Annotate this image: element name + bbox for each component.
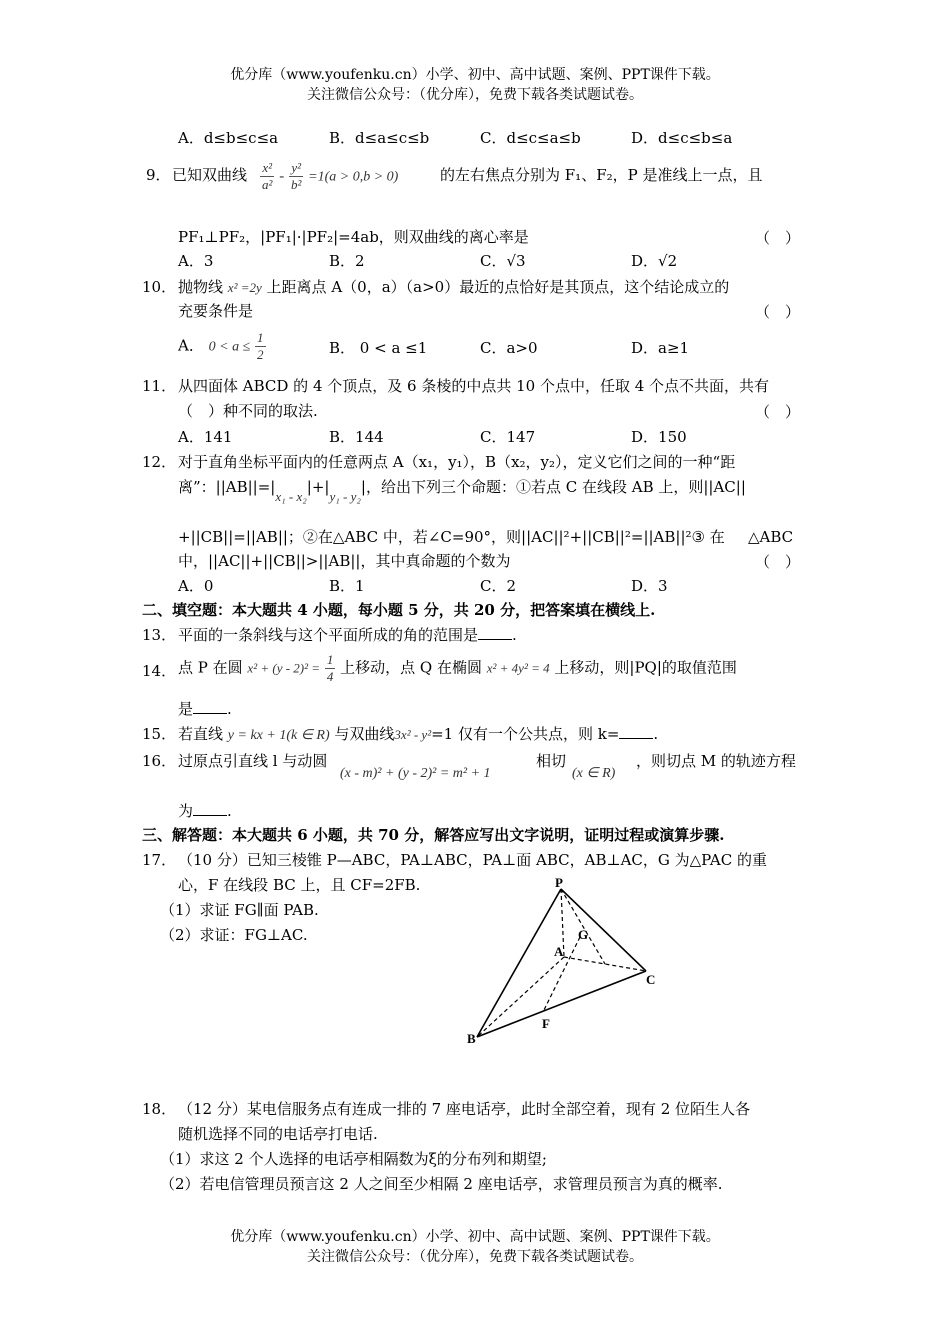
q9-fraction-1: $\frac{\text{x²}}{\text{a²}}$: [262, 160, 273, 192]
q12-number: 12．: [142, 453, 177, 471]
q12-line-4: 中，||AC||+||CB||>||AB||，其中真命题的个数为: [178, 552, 511, 570]
q9-option-a: A．3: [178, 252, 214, 270]
q9-fraction-2: $\frac{\text{y²}}{\text{b²}}$: [290, 160, 302, 192]
q11-option-b: B．144: [329, 428, 384, 446]
q11-answer-paren: （ ）: [755, 403, 801, 421]
q10-line-1: [178, 277, 729, 298]
section-3-heading: 三、解答题：本大题共 6 小题，共 70 分，解答应写出文字说明，证明过程或演算步骤.: [142, 826, 725, 844]
q11-number: 11．: [142, 377, 177, 395]
q18-line-2: 随机选择不同的电话亭打电话.: [178, 1125, 378, 1143]
q16-equation: (x - m)² + (y - 2)² = m² + 1: [340, 766, 491, 781]
q12-line-2: [178, 477, 746, 504]
header-line-1: 优分库（www.youfenku.cn）小学、初中、高中试题、案例、PPT课件下载。: [230, 67, 720, 83]
q8-option-c: C．d≤c≤a≤b: [480, 129, 581, 147]
q16-answer-blank[interactable]: [193, 801, 227, 816]
q14-ellipse-equation: x² + 4y² = 4: [486, 660, 550, 676]
q16-line-2-text: 为: [178, 802, 194, 820]
q9-option-c: C．√3: [480, 252, 526, 270]
q10-answer-paren: （ ）: [755, 303, 801, 321]
q13-text: [178, 625, 517, 645]
q15-post: =1 仅有一个公共点，则 k=: [431, 725, 620, 743]
q9-condition: =1(a > 0,b > 0): [308, 169, 399, 185]
q14-circle-equation: x² + (y - 2)² =: [247, 660, 321, 676]
q16-number: 16．: [142, 752, 177, 770]
q13-stem: 平面的一条斜线与这个平面所成的角的范围是: [178, 626, 479, 644]
q10-option-a-label: A．: [178, 336, 204, 355]
q9-pre: 已知双曲线: [172, 166, 248, 184]
q10-option-d: D．a≥1: [631, 339, 690, 357]
q15-number: 15．: [142, 725, 177, 743]
q13-end: .: [512, 626, 517, 644]
q8-option-a: A．d≤b≤c≤a: [178, 129, 279, 147]
q9-minus: -: [279, 168, 285, 185]
q14-post: 上移动，则|PQ|的取值范围: [554, 658, 737, 677]
footer-line-1: 优分库（www.youfenku.cn）小学、初中、高中试题、案例、PPT课件下载。: [230, 1229, 720, 1245]
q16-end: .: [227, 802, 232, 820]
q15-line-equation: y = kx + 1(k ∈ R): [227, 728, 330, 743]
q14-line-1: [178, 652, 737, 685]
q10-line-1a: 抛物线: [178, 278, 224, 296]
q10-line-1b: 上距离点 A（0，a）（a>0）最近的点恰好是其顶点，这个结论成立的: [266, 278, 730, 296]
q9-post: 的左右焦点分别为 F₁、F₂，P 是准线上一点，且: [440, 166, 763, 184]
q10-line-2: 充要条件是: [178, 302, 254, 320]
q10-option-a-expr: 0 < a ≤: [208, 339, 251, 355]
q12-option-c: C．2: [480, 577, 517, 595]
q10-number: 10．: [142, 278, 177, 296]
q10-option-a-fraction: $\frac{1}{2}$: [257, 330, 264, 362]
edge-bc: [477, 971, 646, 1037]
label-a: A: [554, 944, 564, 959]
q18-number: 18．: [142, 1100, 177, 1118]
q12-line-1: 对于直角坐标平面内的任意两点 A（x₁，y₁），B（x₂，y₂），定义它们之间的一种“距: [178, 453, 736, 471]
q16-line-2: [178, 801, 232, 821]
q14-pre: 点 P 在圆: [178, 658, 243, 677]
q9-option-b: B．2: [329, 252, 365, 270]
q17-number: 17．: [142, 851, 177, 869]
q9-formula: [260, 160, 398, 193]
q10-equation: x² =2y: [227, 280, 262, 295]
q12-abs-y: y₁ - y₂: [329, 489, 361, 504]
q11-option-a: A．141: [178, 428, 233, 446]
q17-line-2: 心，F 在线段 BC 上，且 CF=2FB.: [178, 876, 421, 894]
q18-line-1: （12 分）某电信服务点有连成一排的 7 座电话亭，此时全部空着，现有 2 位陌生人各: [178, 1100, 751, 1118]
q14-fraction: $\frac{1}{4}$: [326, 652, 334, 684]
q14-mid: 上移动，点 Q 在椭圆: [340, 658, 482, 677]
q11-option-c: C．147: [480, 428, 536, 446]
q11-line-2: （ ）种不同的取法.: [178, 402, 318, 420]
q11-option-d: D．150: [631, 428, 687, 446]
q17-sub-1: （1）求证 FG∥面 PAB.: [160, 901, 319, 919]
q12-option-d: D．3: [631, 577, 668, 595]
section-2-heading: 二、填空题：本大题共 4 小题，每小题 5 分，共 20 分，把答案填在横线上.: [142, 601, 656, 619]
q9-option-d: D．√2: [631, 252, 678, 270]
q9-number: 9．: [146, 166, 171, 184]
tetrahedron-figure: [440, 875, 680, 1055]
header-line-2: 关注微信公众号：（优分库），免费下载各类试题试卷。: [307, 87, 643, 103]
q15-mid: 与双曲线: [334, 725, 395, 743]
q16-domain-expr: (x ∈ R): [572, 766, 616, 781]
q15-pre: 若直线: [178, 725, 224, 743]
q12-option-b: B．1: [329, 577, 365, 595]
q17-sub-2: （2）求证：FG⊥AC.: [160, 926, 308, 944]
q18-sub-2: （2）若电信管理员预言这 2 人之间至少相隔 2 座电话亭，求管理员预言为真的概率.: [160, 1175, 723, 1193]
q16-domain: [572, 762, 615, 784]
q12-option-a: A．0: [178, 577, 214, 595]
footer-line-2: 关注微信公众号：（优分库），免费下载各类试题试卷。: [307, 1249, 643, 1265]
q15-hyperbola-equation: 3x² - y²: [394, 727, 432, 742]
label-b: B: [467, 1031, 476, 1046]
q10-option-c: C．a>0: [480, 339, 538, 357]
label-c: C: [646, 972, 656, 987]
q14-line-2: [178, 699, 232, 719]
q8-option-d: D．d≤c≤b≤a: [631, 129, 733, 147]
q16-post: ，则切点 M 的轨迹方程: [636, 752, 796, 770]
q17-line-1: （10 分）已知三棱锥 P—ABC，PA⊥ABC，PA⊥面 ABC，AB⊥AC，G 为△PAC 的重: [178, 851, 767, 869]
q14-line-2-text: 是: [178, 700, 194, 718]
q15-answer-blank[interactable]: [619, 724, 653, 739]
q16-line-1a: 过原点引直线 l 与动圆: [178, 752, 328, 770]
q8-option-b: B．d≤a≤c≤b: [329, 129, 430, 147]
q16-circle-equation: [340, 762, 491, 784]
q12-line-3: +||CB||=||AB||；②在△ABC 中，若∠C=90°，则||AC||²+||CB||²=||AB||²③ 在: [178, 528, 725, 546]
q14-answer-blank[interactable]: [193, 699, 227, 714]
label-f: F: [542, 1016, 550, 1031]
q18-sub-1: （1）求这 2 个人选择的电话亭相隔数为ξ的分布列和期望;: [160, 1150, 547, 1168]
q10-option-b: B． 0 < a ≤1: [329, 339, 428, 357]
label-g: G: [578, 927, 589, 942]
q13-number: 13．: [142, 626, 177, 644]
edge-pb: [477, 889, 561, 1037]
q12-line-2b: |+|: [306, 478, 330, 496]
q12-abs-x: x₁ - x₂: [275, 489, 307, 504]
q14-number: 14．: [142, 662, 177, 680]
q12-line-2a: 离”：||AB||=|: [178, 478, 276, 496]
q13-answer-blank[interactable]: [478, 625, 512, 640]
q16-mid: 相切: [536, 752, 567, 770]
q15-end: .: [653, 725, 659, 743]
q11-line-1: 从四面体 ABCD 的 4 个顶点，及 6 条棱的中点共 10 个点中，任取 4 个点不共面，共有: [178, 377, 770, 395]
q10-option-a: [178, 330, 266, 363]
q9-answer-paren: （ ）: [755, 229, 801, 247]
q12-line-2c: |，给出下列三个命题：①若点 C 在线段 AB 上，则||AC||: [360, 478, 746, 496]
q9-line-2: PF₁⊥PF₂，|PF₁|·|PF₂|=4ab，则双曲线的离心率是: [178, 228, 529, 246]
q14-end: .: [227, 700, 232, 718]
q12-line-3-right: △ABC: [748, 528, 794, 546]
q12-answer-paren: （ ）: [755, 553, 801, 571]
q15-line: [178, 724, 658, 746]
label-p: P: [555, 875, 563, 890]
